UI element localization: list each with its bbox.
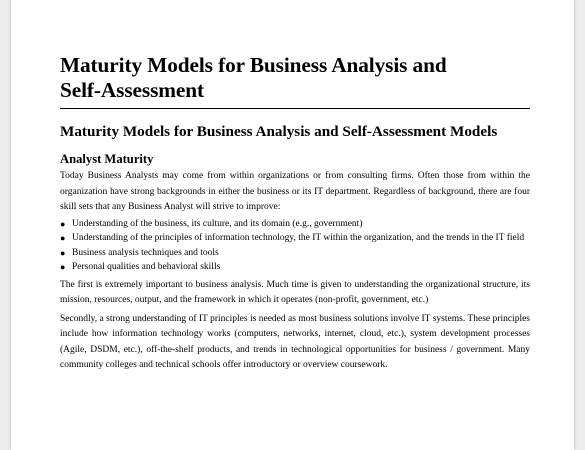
paragraph-first: The first is extremely important to business analysis. Much time is given to understanding the organizational structure, its mission, resources, output, and the framework in which it operates (non-profit, government, etc.): [60, 279, 530, 305]
sub-heading-analyst-maturity: Analyst Maturity: [60, 152, 154, 166]
bullet-icon: ●: [60, 218, 66, 229]
document-title-line-1: Maturity Models for Business Analysis and: [60, 53, 447, 77]
list-item: [60, 260, 530, 275]
paragraph-second: Secondly, a strong understanding of IT principles is needed as most business solutions involve IT systems. These principles include how information technology works (computers, networks, internet, cloud, etc.), system development processes (Agile, DSDM, etc.), off-the-shelf products, and trends in technological opportunities for business / government. Many community colleges and technical schools offer introductory or overview coursework.: [60, 313, 530, 370]
bullet-icon: ●: [60, 233, 66, 243]
skill-sets-list: [60, 217, 530, 275]
list-item-text: Understanding of the business, its culture, and its domain (e.g., government): [72, 218, 363, 229]
list-item: [60, 231, 530, 246]
document-content: [60, 53, 530, 374]
bullet-icon: ●: [60, 262, 66, 272]
document-title: [60, 53, 530, 103]
title-divider: [60, 108, 530, 109]
list-item: [60, 217, 530, 232]
bullet-icon: ●: [60, 247, 66, 258]
document-title-line-2: Self-Assessment: [60, 78, 205, 102]
list-item-text: Understanding of the principles of information technology, the IT within the organization, and the trends in the IT field: [72, 233, 525, 243]
section-heading: Maturity Models for Business Analysis and Self-Assessment Models: [60, 123, 498, 140]
list-item-text: Personal qualities and behavioral skills: [72, 262, 221, 272]
list-item: [60, 246, 530, 261]
document-page: [11, 0, 574, 450]
list-item-text: Business analysis techniques and tools: [72, 247, 219, 258]
intro-paragraph: Today Business Analysts may come from within organizations or from consulting firms. Often those from within the organization have strong backgrounds in either the business or its IT department. Regardless of background, there are four skill sets that any Business Analyst will strive to improve:: [60, 171, 530, 212]
